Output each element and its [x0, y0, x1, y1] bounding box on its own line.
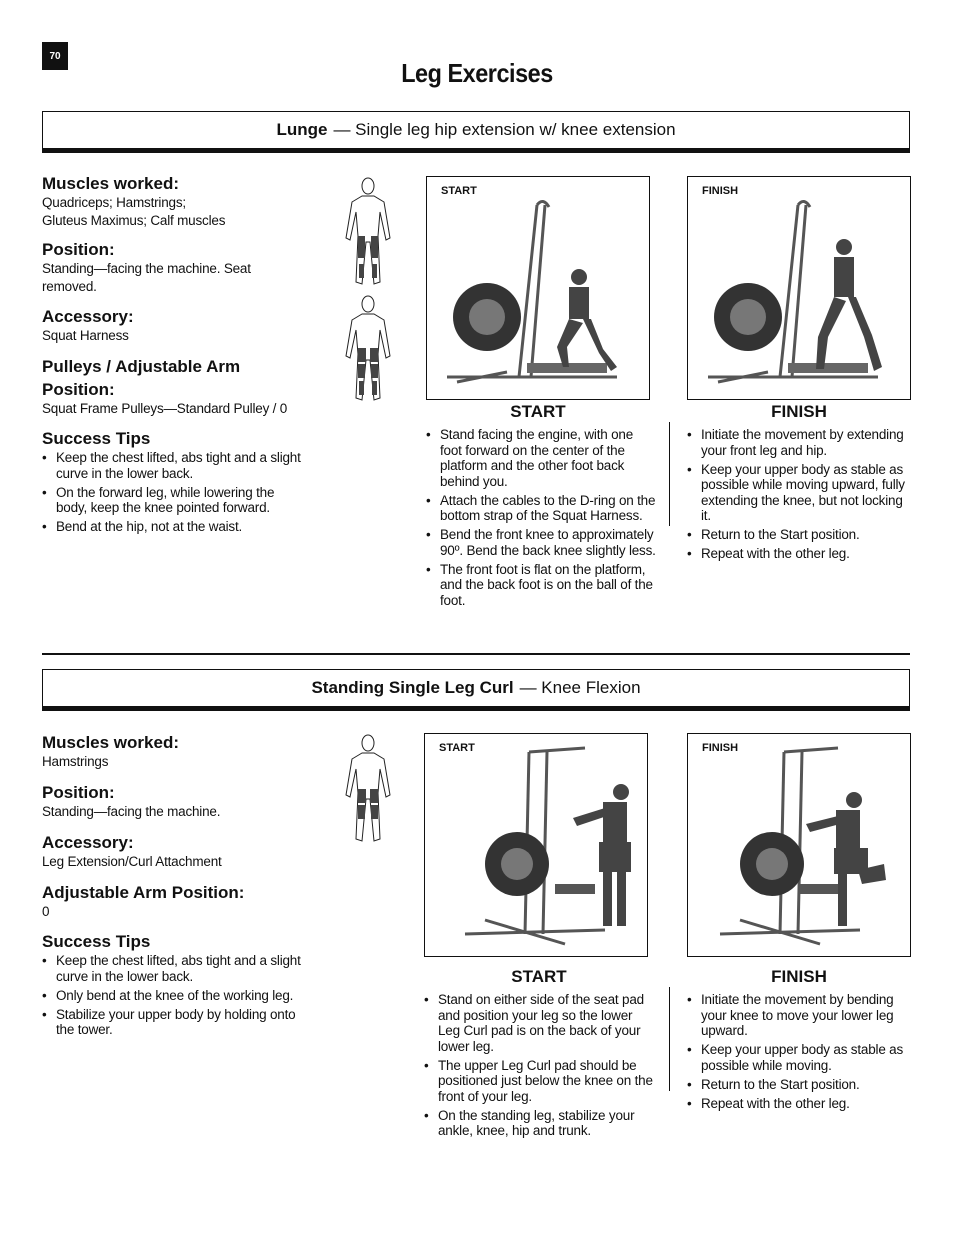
machine-illustration-icon — [688, 177, 910, 399]
list-item: • On the forward leg, while lowering the body, keep the knee pointed forward. — [42, 485, 302, 516]
curl-accessory-label: Accessory: — [42, 833, 134, 852]
anatomy-figure-icon — [338, 176, 398, 402]
lunge-pulleys-label-2: Position: — [42, 380, 115, 399]
curl-position-label: Position: — [42, 783, 115, 802]
lunge-pulleys-label-1: Pulleys / Adjustable Arm — [42, 357, 241, 376]
curl-tips-list — [42, 953, 302, 1038]
list-item: • Keep your upper body as stable as possible while moving. — [687, 1042, 913, 1073]
column-divider — [669, 422, 670, 526]
anatomy-figure-icon — [338, 733, 398, 845]
section-divider — [42, 653, 910, 655]
machine-illustration-icon — [427, 177, 649, 399]
list-item: • The front foot is flat on the platform, and the back foot is on the ball of the foot. — [426, 562, 656, 609]
lunge-finish-photo — [687, 176, 911, 400]
lunge-pulleys-value: Squat Frame Pulleys—Standard Pulley / 0 — [42, 401, 288, 416]
lunge-position-label: Position: — [42, 240, 115, 259]
list-item: • Stabilize your upper body by holding onto the tower. — [42, 1007, 302, 1038]
list-item: • Attach the cables to the D-ring on the bottom strap of the Squat Harness. — [426, 493, 656, 524]
lunge-muscles-line1: Quadriceps; Hamstrings; — [42, 195, 186, 210]
lunge-name: Lunge — [276, 120, 328, 139]
curl-position-value: Standing—facing the machine. — [42, 804, 221, 819]
lunge-tips-label: Success Tips — [42, 429, 151, 448]
list-item: • Keep the chest lifted, abs tight and a slight curve in the lower back. — [42, 450, 302, 481]
lunge-muscles-line2: Gluteus Maximus; Calf muscles — [42, 213, 226, 228]
lunge-start-heading: START — [510, 402, 566, 421]
lunge-finish-steps — [687, 427, 913, 565]
photo-label: START — [439, 742, 475, 754]
lunge-info — [42, 174, 332, 538]
curl-start-heading: START — [511, 967, 567, 986]
list-item: • Stand facing the engine, with one foot forward on the center of the platform and the other foot back behind you. — [426, 427, 656, 489]
lunge-finish-heading: FINISH — [771, 402, 827, 421]
photo-label: START — [441, 185, 477, 197]
list-item: • On the standing leg, stabilize your ankle, knee, hip and trunk. — [424, 1108, 656, 1139]
list-item: • Only bend at the knee of the working leg. — [42, 988, 302, 1004]
list-item: • Bend at the hip, not at the waist. — [42, 519, 302, 535]
lunge-accessory-label: Accessory: — [42, 307, 134, 326]
lunge-start-steps — [426, 427, 656, 612]
list-item: • Repeat with the other leg. — [687, 546, 913, 562]
list-item: • The upper Leg Curl pad should be positioned just below the knee on the front of your leg. — [424, 1058, 656, 1105]
curl-finish-photo — [687, 733, 911, 957]
list-item: • Initiate the movement by bending your knee to move your lower leg upward. — [687, 992, 913, 1039]
curl-subtitle: — Knee Flexion — [519, 678, 641, 697]
photo-label: FINISH — [702, 742, 739, 754]
lunge-muscles-label: Muscles worked: — [42, 174, 179, 193]
lunge-tips-list — [42, 450, 302, 535]
curl-start-photo — [424, 733, 648, 957]
list-item: • Repeat with the other leg. — [687, 1096, 913, 1112]
column-divider — [669, 987, 670, 1091]
list-item: • Return to the Start position. — [687, 527, 913, 543]
lunge-subtitle: — Single leg hip extension w/ knee extension — [333, 120, 676, 139]
list-item: • Keep the chest lifted, abs tight and a slight curve in the lower back. — [42, 953, 302, 984]
curl-muscles-label: Muscles worked: — [42, 733, 179, 752]
page-number: 70 — [42, 42, 68, 70]
curl-finish-steps — [687, 992, 913, 1115]
curl-tips-label: Success Tips — [42, 932, 151, 951]
lunge-start-photo — [426, 176, 650, 400]
lunge-accessory-value: Squat Harness — [42, 328, 129, 343]
list-item: • Bend the front knee to approximately 90º. Bend the back knee slightly less. — [426, 527, 656, 558]
curl-info — [42, 733, 332, 1041]
curl-arm-value: 0 — [42, 904, 50, 919]
lunge-position-line2: removed. — [42, 279, 97, 294]
machine-illustration-icon — [688, 734, 910, 956]
lunge-header — [42, 111, 910, 153]
curl-accessory-value: Leg Extension/Curl Attachment — [42, 854, 222, 869]
machine-illustration-icon — [425, 734, 647, 956]
list-item: • Keep your upper body as stable as possible while moving upward, fully extending the knee, but not locking it. — [687, 462, 913, 524]
curl-name: Standing Single Leg Curl — [311, 678, 514, 697]
curl-muscles-value: Hamstrings — [42, 754, 109, 769]
photo-label: FINISH — [702, 185, 739, 197]
list-item: • Stand on either side of the seat pad and position your leg so the lower Leg Curl pad is on the back of your lower leg. — [424, 992, 656, 1054]
list-item: • Initiate the movement by extending your front leg and hip. — [687, 427, 913, 458]
list-item: • Return to the Start position. — [687, 1077, 913, 1093]
curl-start-steps — [424, 992, 656, 1142]
curl-header — [42, 669, 910, 711]
curl-arm-label: Adjustable Arm Position: — [42, 883, 245, 902]
curl-finish-heading: FINISH — [771, 967, 827, 986]
lunge-position-line1: Standing—facing the machine. Seat — [42, 261, 251, 276]
page-title: Leg Exercises — [401, 58, 553, 88]
